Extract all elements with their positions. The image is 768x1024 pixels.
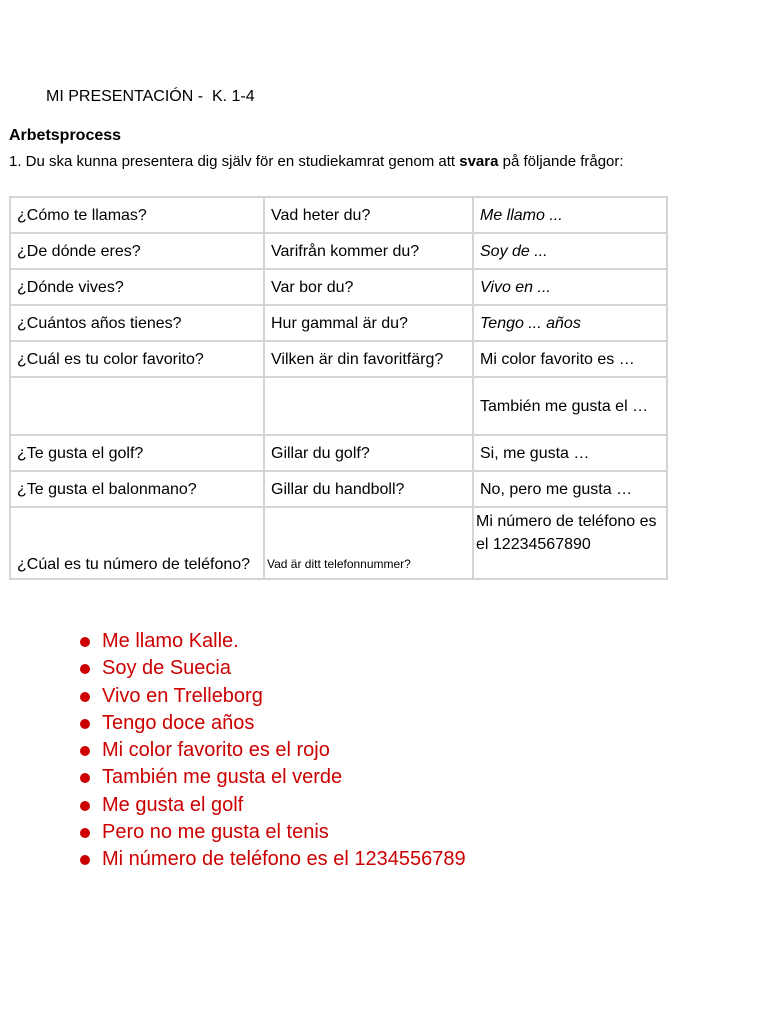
spanish-question: ¿Cuántos años tienes?: [10, 305, 264, 341]
list-item: [78, 792, 466, 819]
question-table: [9, 196, 668, 580]
section-heading: Arbetsprocess: [9, 127, 122, 144]
table-row: [10, 197, 667, 233]
list-item-text: Me gusta el golf: [102, 793, 244, 816]
answer-template: Si, me gusta …: [473, 435, 667, 471]
bullet-icon: [80, 801, 90, 811]
table-row: [10, 269, 667, 305]
list-item-text: Soy de Suecia: [102, 657, 231, 680]
list-item-text: Mi número de teléfono es el 1234556789: [102, 848, 466, 871]
swedish-question: Hur gammal är du?: [264, 305, 473, 341]
table-row: [10, 233, 667, 269]
spanish-question: ¿De dónde eres?: [10, 233, 264, 269]
instructions-end: på följande frågor:: [498, 153, 624, 170]
swedish-question: Gillar du golf?: [264, 435, 473, 471]
bullet-icon: [80, 855, 90, 865]
swedish-question: [264, 377, 473, 435]
list-item: [78, 710, 466, 737]
answer-template: Tengo ... años: [473, 305, 667, 341]
answer-template: Mi color favorito es …: [473, 341, 667, 377]
bullet-icon: [80, 664, 90, 674]
answer-template: No, pero me gusta …: [473, 471, 667, 507]
spanish-question: ¿Cómo te llamas?: [10, 197, 264, 233]
swedish-question: Varifrån kommer du?: [264, 233, 473, 269]
list-item-text: Vivo en Trelleborg: [102, 684, 263, 707]
bullet-icon: [80, 746, 90, 756]
list-item: [78, 764, 466, 791]
bullet-icon: [80, 828, 90, 838]
spanish-question: ¿Dónde vives?: [10, 269, 264, 305]
answer-list: [78, 628, 466, 874]
table-row: [10, 435, 667, 471]
spanish-question: ¿Cuál es tu color favorito?: [10, 341, 264, 377]
list-item-text: También me gusta el verde: [102, 766, 343, 789]
answer-template: También me gusta el …: [473, 377, 667, 435]
list-item-text: Mi color favorito es el rojo: [102, 739, 330, 762]
page-title: MI PRESENTACIÓN - K. 1-4: [46, 88, 255, 105]
answer-template: Me llamo ...: [473, 197, 667, 233]
bullet-icon: [80, 692, 90, 702]
swedish-question: Var bor du?: [264, 269, 473, 305]
table-row: [10, 341, 667, 377]
table-row: [10, 471, 667, 507]
spanish-question: [10, 377, 264, 435]
swedish-question: Vilken är din favoritfärg?: [264, 341, 473, 377]
swedish-question: Vad är ditt telefonnummer?: [264, 507, 473, 579]
table-row: [10, 305, 667, 341]
list-item-text: Pero no me gusta el tenis: [102, 821, 329, 844]
bullet-icon: [80, 773, 90, 783]
list-item: [78, 737, 466, 764]
instructions: [9, 153, 624, 170]
list-item: [78, 628, 466, 655]
instructions-start: 1. Du ska kunna presentera dig själv för en studiekamrat genom att: [9, 153, 460, 170]
table-row: [10, 377, 667, 435]
bullet-icon: [80, 637, 90, 647]
instructions-bold: svara: [459, 153, 499, 170]
list-item-text: Tengo doce años: [102, 711, 255, 734]
spanish-question: ¿Te gusta el golf?: [10, 435, 264, 471]
list-item-text: Me llamo Kalle.: [102, 630, 239, 652]
answer-template: Soy de ...: [473, 233, 667, 269]
swedish-question: Gillar du handboll?: [264, 471, 473, 507]
spanish-question: ¿Cúal es tu número de teléfono?: [10, 507, 264, 579]
answer-template: Mi número de teléfono es el 12234567890: [473, 507, 667, 579]
bullet-icon: [80, 719, 90, 729]
spanish-question: ¿Te gusta el balonmano?: [10, 471, 264, 507]
list-item: [78, 819, 466, 846]
list-item: [78, 655, 466, 682]
swedish-question: Vad heter du?: [264, 197, 473, 233]
table-row: [10, 507, 667, 579]
list-item: [78, 683, 466, 710]
list-item: [78, 846, 466, 873]
answer-template: Vivo en ...: [473, 269, 667, 305]
